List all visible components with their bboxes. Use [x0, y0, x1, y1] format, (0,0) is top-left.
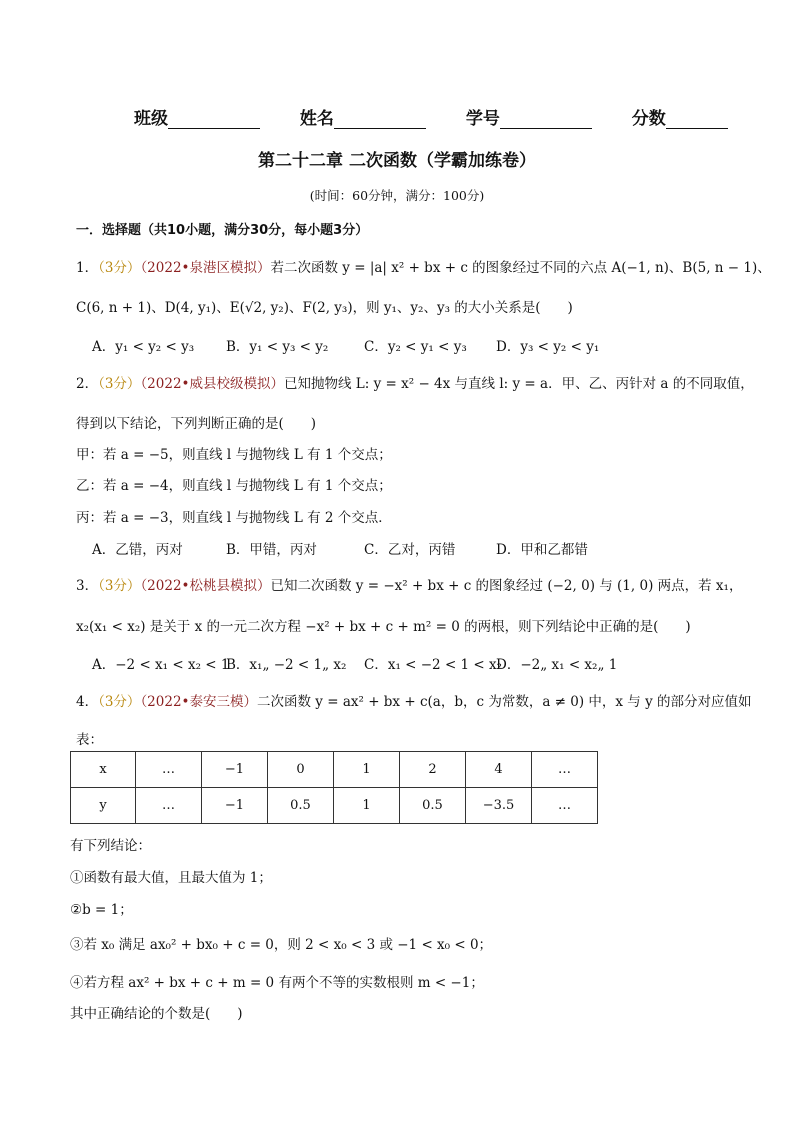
table-row-y	[71, 788, 598, 824]
q2-statement-jia: 甲：若 a = −5，则直线 l 与抛物线 L 有 1 个交点；	[76, 447, 392, 463]
q1-option-c[interactable]: C．y₂ < y₁ < y₃	[364, 339, 467, 355]
q3-option-a[interactable]: A．−2 < x₁ < x₂ < 1	[92, 657, 230, 673]
student-id-blank[interactable]	[500, 110, 592, 129]
points-tag: （3分）	[98, 376, 141, 392]
question-1-line-2: C(6, n + 1)、D(4, y₁)、E(√2, y₂)、F(2, y₃)，则 y₁、y₂、y₃ 的大小关系是( )	[76, 300, 573, 316]
q1-option-d[interactable]: D．y₃ < y₂ < y₁	[496, 339, 600, 355]
source-tag: （2022•泉港区模拟）	[140, 260, 271, 276]
q4-question-ask: 其中正确结论的个数是( )	[70, 1006, 243, 1022]
question-text: 若二次函数 y = |a| x² + bx + c 的图象经过不同的六点 A(−1, n)、B(5, n − 1)、	[270, 260, 771, 276]
question-text: 已知抛物线 L: y = x² − 4x 与直线 l: y = a．甲、乙、丙针对 a 的不同取值，	[284, 376, 754, 392]
points-tag: （3分）	[98, 694, 141, 710]
table-cell: …	[136, 788, 202, 824]
points-tag: （3分）	[98, 260, 141, 276]
q4-conclusion-3: ③若 x₀ 满足 ax₀² + bx₀ + c = 0，则 2 < x₀ < 3 或 −1 < x₀ < 0；	[70, 937, 493, 953]
q3-option-b[interactable]: B．x₁„ −2 < 1„ x₂	[226, 657, 347, 673]
q2-option-b[interactable]: B．甲错，丙对	[226, 542, 317, 558]
class-label: 班级	[134, 109, 168, 129]
question-2-line-2: 得到以下结论，下列判断正确的是( )	[76, 416, 317, 432]
source-tag: （2022•泰安三模）	[140, 694, 258, 710]
question-1-line-1	[76, 256, 771, 276]
table-cell: …	[136, 752, 202, 788]
xy-value-table	[70, 751, 598, 824]
table-cell: 1	[334, 788, 400, 824]
q2-statement-yi: 乙：若 a = −4，则直线 l 与抛物线 L 有 1 个交点；	[76, 478, 392, 494]
name-label: 姓名	[299, 109, 334, 129]
question-number: 1．	[76, 260, 99, 276]
q4-conclusion-4: ④若方程 ax² + bx + c + m = 0 有两个不等的实数根则 m < −1；	[70, 975, 484, 991]
exam-time-info: (时间：60分钟，满分：100分)	[309, 188, 485, 203]
question-3-line-1	[76, 574, 742, 594]
question-number: 2．	[76, 376, 99, 392]
source-tag: （2022•松桃县模拟）	[140, 578, 271, 594]
student-id-label: 学号	[465, 109, 500, 129]
student-info-header	[134, 104, 728, 129]
table-cell: 1	[334, 752, 400, 788]
table-cell: …	[532, 788, 598, 824]
question-4-line-1	[76, 690, 752, 710]
table-cell: …	[532, 752, 598, 788]
question-text: 二次函数 y = ax² + bx + c(a，b，c 为常数，a ≠ 0) 中，x 与 y 的部分对应值如	[257, 694, 752, 710]
question-4-line-2: 表：	[76, 732, 103, 748]
question-3-line-2: x₂(x₁ < x₂) 是关于 x 的一元二次方程 −x² + bx + c + m² = 0 的两根，则下列结论中正确的是( )	[76, 619, 691, 635]
table-cell: 0.5	[400, 788, 466, 824]
q1-option-a[interactable]: A．y₁ < y₂ < y₃	[92, 339, 195, 355]
points-tag: （3分）	[98, 578, 141, 594]
score-blank[interactable]	[666, 110, 728, 129]
q2-statement-bing: 丙：若 a = −3，则直线 l 与抛物线 L 有 2 个交点．	[76, 510, 392, 526]
table-cell: 2	[400, 752, 466, 788]
table-cell: −1	[202, 752, 268, 788]
page-title: 第二十二章 二次函数（学霸加练卷）	[258, 151, 536, 171]
table-cell: 0	[268, 752, 334, 788]
table-cell: −1	[202, 788, 268, 824]
source-tag: （2022•威县校级模拟）	[140, 376, 285, 392]
q1-option-b[interactable]: B．y₁ < y₃ < y₂	[226, 339, 329, 355]
q4-conclusion-1: ①函数有最大值，且最大值为 1；	[70, 870, 272, 886]
table-row-x	[71, 752, 598, 788]
question-number: 4．	[76, 694, 99, 710]
q2-option-d[interactable]: D．甲和乙都错	[496, 542, 588, 558]
section-heading: 一．选择题（共10小题，满分30分，每小题3分）	[76, 223, 369, 238]
table-cell: 0.5	[268, 788, 334, 824]
q3-option-c[interactable]: C．x₁ < −2 < 1 < x₂	[364, 657, 503, 673]
question-text: 已知二次函数 y = −x² + bx + c 的图象经过 (−2, 0) 与 (1, 0) 两点，若 x₁，	[270, 578, 743, 594]
q2-option-c[interactable]: C．乙对，丙错	[364, 542, 456, 558]
q3-option-d[interactable]: D．−2„ x₁ < x₂„ 1	[496, 657, 618, 673]
question-number: 3．	[76, 578, 99, 594]
table-cell: −3.5	[466, 788, 532, 824]
table-cell: y	[71, 788, 136, 824]
q4-conclusion-2: ②b = 1；	[70, 902, 133, 918]
question-2-line-1	[76, 372, 754, 392]
name-blank[interactable]	[334, 110, 426, 129]
score-label: 分数	[631, 109, 666, 129]
class-blank[interactable]	[168, 110, 260, 129]
table-cell: x	[71, 752, 136, 788]
table-cell: 4	[466, 752, 532, 788]
q2-option-a[interactable]: A．乙错，丙对	[92, 542, 183, 558]
q4-conclusions-intro: 有下列结论：	[70, 838, 151, 854]
